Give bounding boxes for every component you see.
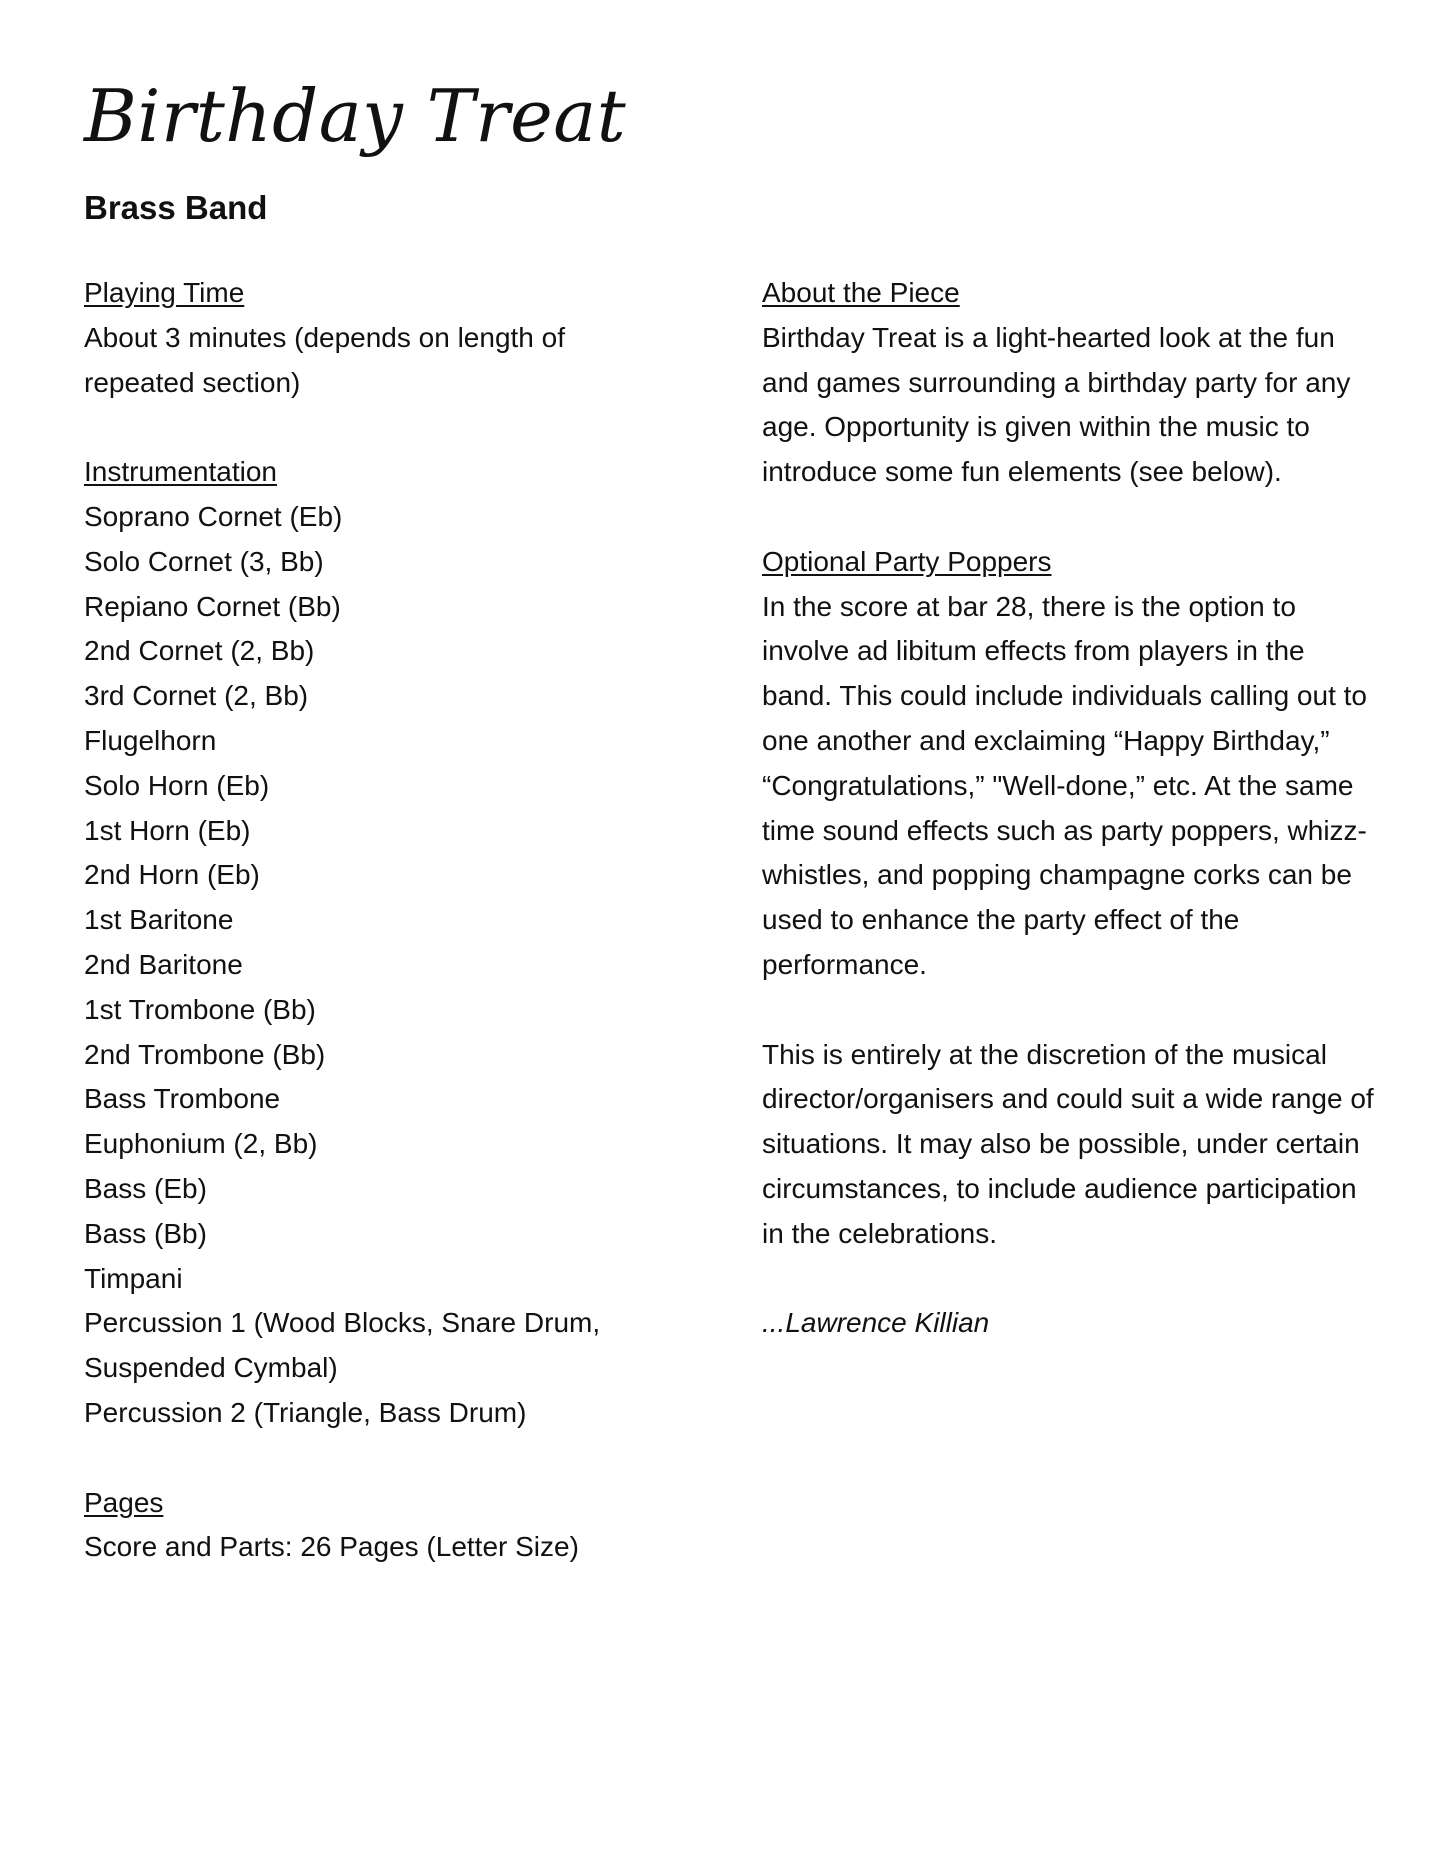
instrument-item: 1st Horn (Eb) — [84, 814, 251, 846]
instrument-item: Solo Horn (Eb) — [84, 769, 270, 801]
instrument-item: 3rd Cornet (2, Bb) — [84, 680, 309, 712]
instrument-item: 2nd Trombone (Bb) — [84, 1038, 326, 1070]
pages-heading: Pages — [84, 1486, 164, 1518]
instrument-item: Bass (Bb) — [84, 1217, 207, 1249]
party-poppers-heading: Optional Party Poppers — [762, 545, 1052, 577]
party-poppers-paragraph-2: This is entirely at the discretion of the musical director/organisers and could suit a wide range of situations. It may also be possible, under certain circumstances, to include audience participation in the celebrations. — [762, 1038, 1374, 1249]
instrumentation-heading: Instrumentation — [84, 456, 277, 488]
party-poppers-paragraph-1: In the score at bar 28, there is the option to involve ad libitum effects from players in the band. This could include individuals calling out to one another and exclaiming “Happy Birthday,” “Congratulations,” "Well-done,” etc. At the same time sound effects such as party poppers, whizz-whistles, and popping champagne corks can be used to enhance the party effect of the performance. — [762, 590, 1367, 980]
page-title: Birthday Treat — [84, 74, 627, 158]
instrument-item: Repiano Cornet (Bb) — [84, 590, 341, 622]
instrument-item: Bass Trombone — [84, 1083, 281, 1115]
instrument-item: Timpani — [84, 1262, 183, 1294]
pages-text: Score and Parts: 26 Pages (Letter Size) — [84, 1531, 579, 1563]
instrument-item: Euphonium (2, Bb) — [84, 1128, 318, 1160]
instrument-item: Percussion 2 (Triangle, Bass Drum) — [84, 1396, 527, 1428]
spacer — [762, 495, 1382, 540]
right-column — [762, 271, 1382, 1346]
spacer — [84, 405, 644, 450]
instrument-item: Solo Cornet (3, Bb) — [84, 545, 324, 577]
spacer — [84, 1436, 644, 1481]
instrument-item: 2nd Horn (Eb) — [84, 859, 260, 891]
left-column — [84, 271, 644, 1570]
spacer — [762, 988, 1382, 1033]
instrument-item: 1st Baritone — [84, 904, 234, 936]
page-subtitle: Brass Band — [84, 189, 268, 226]
playing-time-text: About 3 minutes (depends on length of repeated section) — [84, 321, 566, 398]
instrument-item: 2nd Baritone — [84, 948, 243, 980]
about-text: Birthday Treat is a light-hearted look at the fun and games surrounding a birthday party for any age. Opportunity is given within the music to introduce some fun elements (see below). — [762, 321, 1351, 488]
instrument-item: 1st Trombone (Bb) — [84, 993, 316, 1025]
about-heading: About the Piece — [762, 277, 960, 308]
author-signature: ...Lawrence Killian — [762, 1307, 990, 1339]
instrument-item: Soprano Cornet (Eb) — [84, 500, 343, 532]
instrumentation-list — [84, 495, 644, 1436]
playing-time-heading: Playing Time — [84, 277, 245, 308]
instrument-item: Flugelhorn — [84, 724, 217, 756]
spacer — [762, 1257, 1382, 1302]
instrument-item: Percussion 1 (Wood Blocks, Snare Drum, Suspended Cymbal) — [84, 1307, 601, 1384]
instrument-item: Bass (Eb) — [84, 1172, 207, 1204]
instrument-item: 2nd Cornet (2, Bb) — [84, 635, 315, 667]
